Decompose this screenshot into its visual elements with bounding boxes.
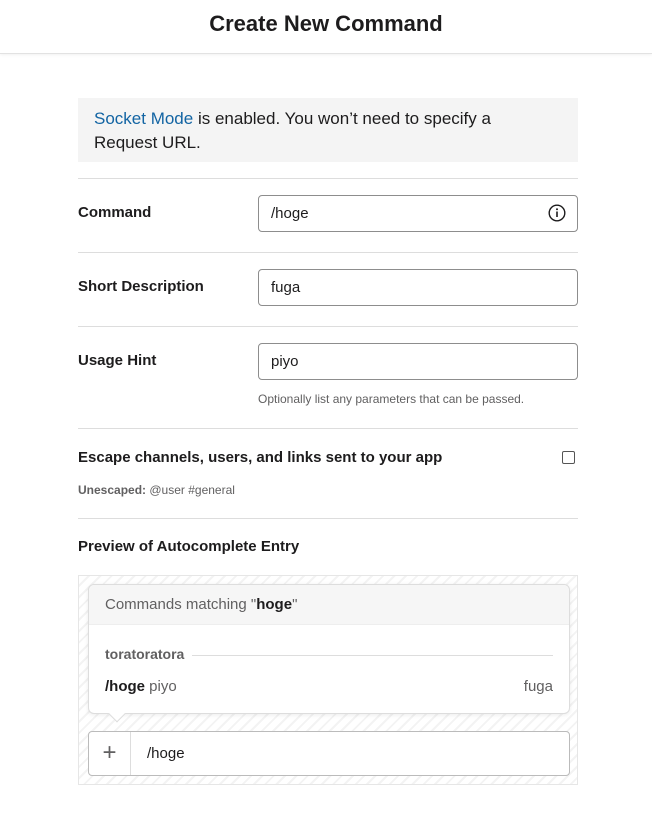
unescaped-label: Unescaped: <box>78 483 147 497</box>
composer-text: /hoge <box>147 745 185 762</box>
unescaped-example <box>78 483 235 497</box>
preview-command-hint: piyo <box>145 678 177 695</box>
usage-hint-input[interactable] <box>258 343 578 380</box>
autocomplete-preview <box>78 575 578 785</box>
banner-text-line2: Request URL. <box>94 133 201 152</box>
autocomplete-popup <box>88 584 570 714</box>
message-composer <box>88 731 570 776</box>
popup-pointer <box>109 706 126 723</box>
short-description-label: Short Description <box>78 278 204 295</box>
banner-text: is enabled. You won’t need to specify a <box>193 109 491 128</box>
command-input[interactable] <box>258 195 578 232</box>
matching-prefix: Commands matching " <box>105 596 257 613</box>
preview-title: Preview of Autocomplete Entry <box>78 538 300 555</box>
short-description-input[interactable] <box>258 269 578 306</box>
popup-header <box>89 585 569 625</box>
preview-description: fuga <box>523 678 553 695</box>
short-description-input-value: fuga <box>271 279 301 296</box>
preview-command <box>105 678 177 695</box>
socket-mode-link[interactable]: Socket Mode <box>94 109 194 128</box>
escape-checkbox[interactable] <box>562 451 575 464</box>
app-name: toratoratora <box>105 646 192 662</box>
usage-hint-label: Usage Hint <box>78 352 157 369</box>
preview-command-name: /hoge <box>105 678 145 695</box>
page-header <box>0 0 652 54</box>
divider <box>78 178 578 179</box>
usage-hint-input-value: piyo <box>271 353 299 370</box>
matching-term: hoge <box>256 596 293 613</box>
divider <box>78 326 578 327</box>
info-icon[interactable] <box>548 204 566 222</box>
divider <box>78 252 578 253</box>
plus-icon: + <box>89 732 131 775</box>
command-input-value: /hoge <box>271 205 309 222</box>
divider <box>78 428 578 429</box>
matching-suffix: " <box>292 596 298 613</box>
socket-mode-banner <box>78 98 578 162</box>
command-label: Command <box>78 204 152 221</box>
page-title: Create New Command <box>209 11 443 36</box>
divider <box>78 518 578 519</box>
unescaped-value: @user #general <box>146 483 235 497</box>
escape-label: Escape channels, users, and links sent to your app <box>78 449 443 466</box>
usage-hint-help: Optionally list any parameters that can be passed. <box>258 392 525 406</box>
